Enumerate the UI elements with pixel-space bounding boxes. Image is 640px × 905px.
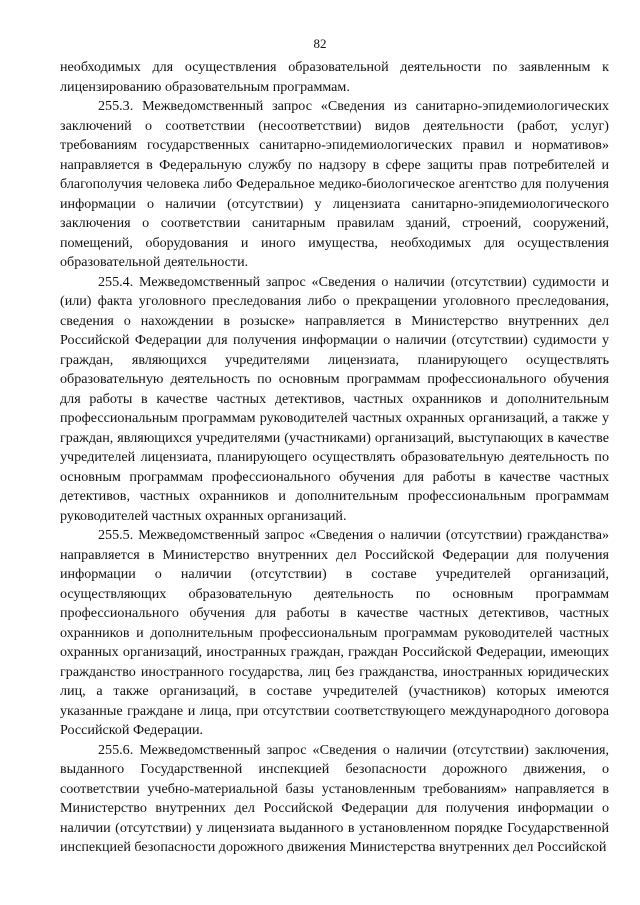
paragraph-255-4: 255.4. Межведомственный запрос «Сведения о наличии (отсутствии) судимости и (или) факта уголовного преследования либо о прекращении уголовного преследования, сведения о нахождении в розыске» направляется в Министерство внутренних дел Российской Федерации для получения информации о наличии (отсутствии) судимости у граждан, являющихся учредителями лицензиата, планирующего осуществлять образовательную деятельность по основным программам профессионального обучения для работы в качестве частных детективов, частных охранников и дополнительным профессиональным программам руководителей частных охранных организаций, а также у граждан, являющихся учредителями (участниками) организаций, выступающих в качестве учредителей лицензиата, планирующего осуществлять образовательную деятельность по основным программам профессионального обучения для работы в качестве частных детективов, частных охранников и дополнительным профессиональным программам руководителей частных охранных организаций. xyxy=(60,273,609,524)
page-number: 82 xyxy=(313,36,327,51)
paragraph-continuation: необходимых для осуществления образовательной деятельности по заявленным к лицензированию образовательным программам. xyxy=(60,59,609,95)
paragraph-255-3: 255.3. Межведомственный запрос «Сведения из санитарно-эпидемиологических заключений о соответствии (несоответствии) видов деятельности (работ, услуг) требованиям государственных санитарно-эпидемиологических правил и нормативов» направляется в Федеральную службу по надзору в сфере защиты прав потребителей и благополучия человека либо Федеральное медико-биологическое агентство для получения информации о наличии (отсутствии) у лицензиата санитарно-эпидемиологического заключения о соответствии санитарным правилам зданий, строений, сооружений, помещений, оборудования и иного имущества, необходимых для осуществления образовательной деятельности. xyxy=(60,98,609,270)
paragraph-255-6: 255.6. Межведомственный запрос «Сведения о наличии (отсутствии) заключения, выданного Государственной инспекцией безопасности дорожного движения, о соответствии учебно-материальной базы установленным требованиям» направляется в Министерство внутренних дел Российской Федерации для получения информации о наличии (отсутствии) у лицензиата выданного в установленном порядке Государственной инспекцией безопасности дорожного движения Министерства внутренних дел Российской xyxy=(60,741,609,855)
document-body xyxy=(60,58,609,858)
paragraph-255-5: 255.5. Межведомственный запрос «Сведения о наличии (отсутствии) гражданства» направляется в Министерство внутренних дел Российской Федерации для получения информации о наличии (отсутствии) в составе учредителей организаций, осуществляющих образовательную деятельность по основным программам профессионального обучения для работы в качестве частных детективов, частных охранников и дополнительным профессиональным программам руководителей частных охранных организаций, иностранных граждан, граждан Российской Федерации, имеющих гражданство иностранного государства, лиц без гражданства, иностранных юридических лиц, а также организаций, в составе учредителей (участников) которых имеются указанные граждане и лица, при отсутствии соответствующего международного договора Российской Федерации. xyxy=(60,527,609,738)
